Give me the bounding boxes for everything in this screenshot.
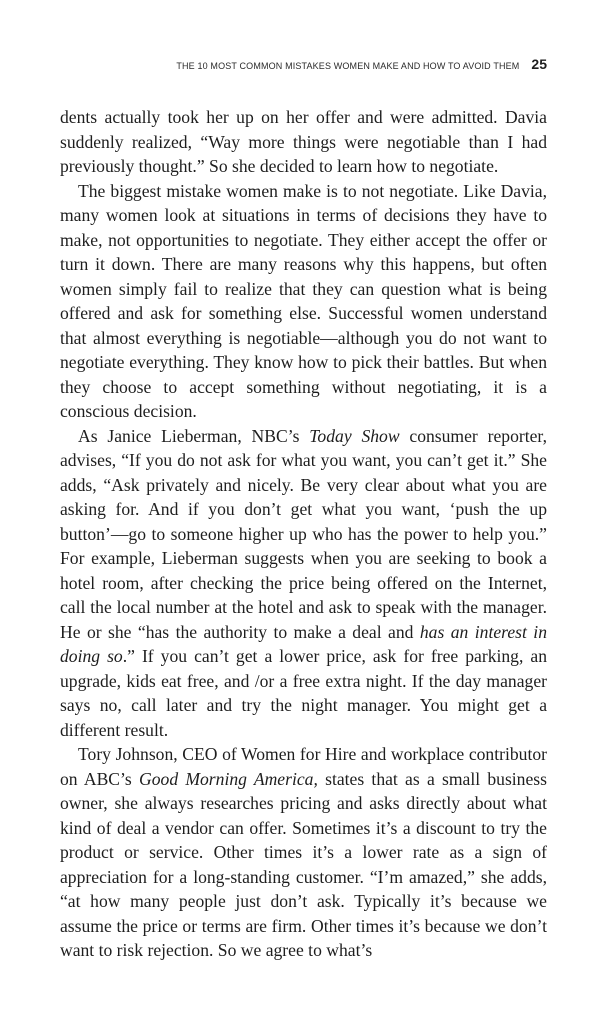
- paragraph-4: [60, 742, 547, 963]
- running-title: THE 10 MOST COMMON MISTAKES WOMEN MAKE AND HOW TO AVOID THEM: [176, 61, 520, 71]
- running-head: [176, 56, 547, 72]
- paragraph-3-text-e: .” If you can’t get a lower price, ask for free parking, an upgrade, kids eat free, and /or a free extra night. If the day manager says no, call later and try the night manager. You might get a different result.: [60, 646, 547, 740]
- show-title-italic: Today Show: [309, 425, 400, 446]
- paragraph-1: [60, 105, 547, 179]
- paragraph-3-text-c: consumer reporter, advises, “If you do not ask for what you want, you can’t get it.” She adds, “Ask privately and nicely. Be very clear about what you are asking for. And if you don’t get what you want, ‘push the up button’—go to someone higher up who has the power to help you.” For example, Lieberman suggests when you are seeking to book a hotel room, after checking the price being offered on the Internet, call the local number at the hotel and ask to speak with the manager. He or she “has the authority to make a deal and: [60, 425, 547, 642]
- paragraph-4-text-a: Tory Johnson, CEO of Women for Hire and workplace contributor on ABC’s: [60, 744, 547, 789]
- paragraph-2: [60, 179, 547, 424]
- show-title-italic: Good Morning America,: [139, 768, 318, 789]
- paragraph-2-text: The biggest mistake women make is to not negotiate. Like Davia, many women look at situations in terms of decisions they have to make, not opportunities to negotiate. They either accept the offer or turn it down. There are many reasons why this happens, but often women simply fail to realize that they can question what is being offered and ask for something else. Successful women understand that almost everything is negotiable—although you do not want to negotiate everything. They know how to pick their battles. But when they choose to accept something without negotiating, it is a conscious decision.: [60, 180, 547, 421]
- paragraph-3: [60, 424, 547, 743]
- emphasis-italic: has an interest in doing so: [60, 621, 547, 666]
- paragraph-3-text-a: As Janice Lieberman, NBC’s: [78, 425, 310, 446]
- paragraph-1-text: dents actually took her up on her offer and were admitted. Davia suddenly realized, “Way more things were negotiable than I had previously thought.” So she decided to learn how to negotiate.: [60, 107, 547, 176]
- body-text: [60, 105, 547, 963]
- page-number: 25: [531, 56, 547, 72]
- paragraph-4-text-c: states that as a small business owner, she always researches pricing and asks directly about what kind of deal a vendor can offer. Sometimes it’s a discount to try the product or service. Other times it’s a lower rate as a sign of appreciation for a long-standing customer. “I’m amazed,” she adds, “at how many people just don’t ask. Typically it’s because we assume the price or terms are firm. Other times it’s because we don’t want to risk rejection. So we agree to what’s: [60, 768, 547, 960]
